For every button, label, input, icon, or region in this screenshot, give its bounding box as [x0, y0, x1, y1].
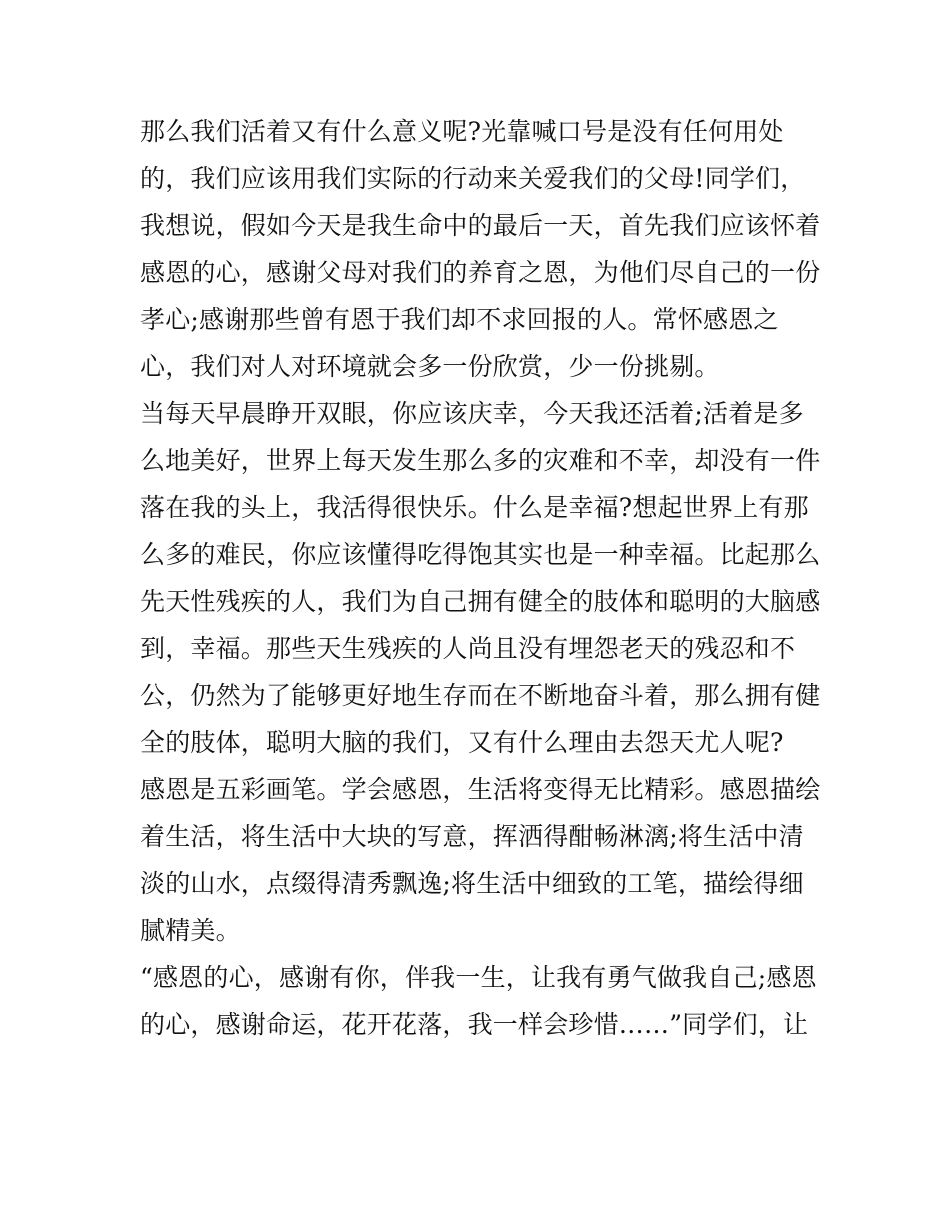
- text-line: 当每天早晨睁开双眼，你应该庆幸，今天我还活着;活着是多: [140, 399, 804, 428]
- text-line: 到，幸福。那些天生残疾的人尚且没有埋怨老天的残忍和不: [140, 634, 796, 663]
- text-line: 孝心;感谢那些曾有恩于我们却不求回报的人。常怀感恩之: [140, 305, 779, 334]
- text-line: 公，仍然为了能够更好地生存而在不断地奋斗着，那么拥有健: [140, 681, 821, 710]
- body-text: [140, 108, 820, 1048]
- text-line: 感恩是五彩画笔。学会感恩，生活将变得无比精彩。感恩描绘: [140, 775, 821, 804]
- text-line: 着生活，将生活中大块的写意，挥洒得酣畅淋漓;将生活中清: [140, 822, 804, 851]
- text-line: 的，我们应该用我们实际的行动来关爱我们的父母!同学们，: [140, 164, 806, 193]
- text-line: 感恩的心，感谢父母对我们的养育之恩，为他们尽自己的一份: [140, 258, 821, 287]
- text-line: 先天性残疾的人，我们为自己拥有健全的肢体和聪明的大脑感: [140, 587, 821, 616]
- text-line: 腻精美。: [140, 916, 241, 945]
- text-line: 心，我们对人对环境就会多一份欣赏，少一份挑剔。: [140, 352, 720, 381]
- text-line: 落在我的头上，我活得很快乐。什么是幸福?想起世界上有那: [140, 493, 809, 522]
- text-line: 的心，感谢命运，花开花落，我一样会珍惜……”同学们，让: [140, 1010, 809, 1039]
- text-line: 我想说，假如今天是我生命中的最后一天，首先我们应该怀着: [140, 211, 821, 240]
- text-line: 淡的山水，点缀得清秀飘逸;将生活中细致的工笔，描绘得细: [140, 869, 804, 898]
- text-line: 么多的难民，你应该懂得吃得饱其实也是一种幸福。比起那么: [140, 540, 821, 569]
- text-line: 那么我们活着又有什么意义呢?光靠喊口号是没有任何用处: [140, 117, 784, 146]
- text-line: 么地美好，世界上每天发生那么多的灾难和不幸，却没有一件: [140, 446, 821, 475]
- text-line: 全的肢体，聪明大脑的我们，又有什么理由去怨天尤人呢?: [140, 728, 784, 757]
- text-line: “感恩的心，感谢有你，伴我一生，让我有勇气做我自己;感恩: [140, 963, 817, 992]
